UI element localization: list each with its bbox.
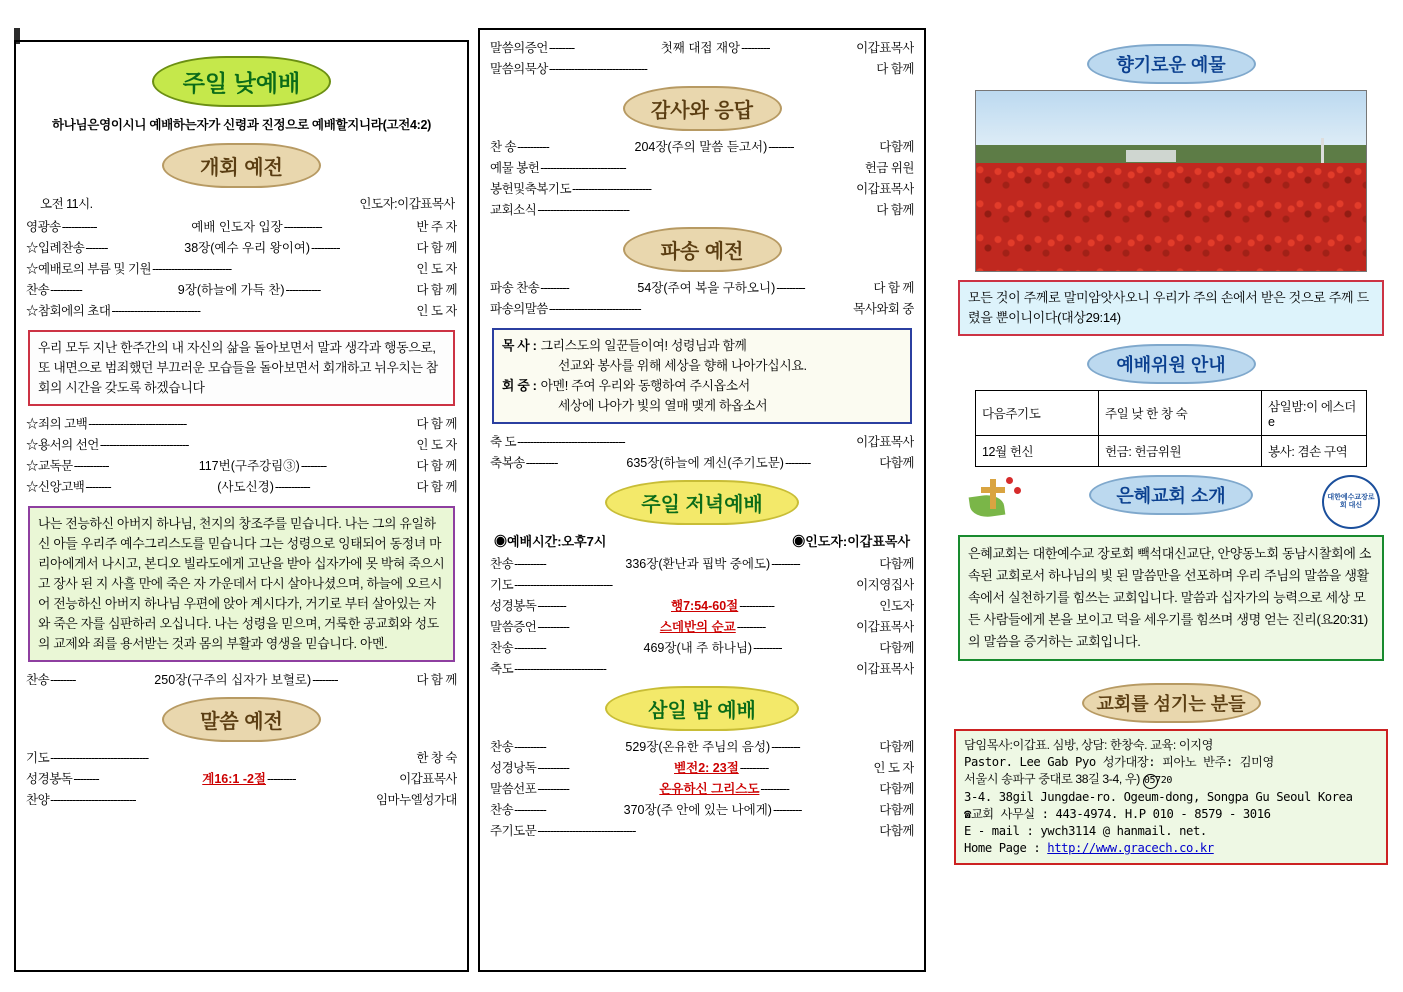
contact-staff-ko: 담임목사:이갑표. 심방, 상담: 한창숙. 교육: 이지영 (964, 738, 1213, 752)
order-person: 인 도 자 (416, 304, 457, 318)
order-row: 주기도문 ------------------------------- 다함께 (490, 821, 914, 842)
duty-cell: 헌금: 헌금위원 (1099, 436, 1262, 467)
order-row: 찬양 --------------------------- 임마누엘성가대 (26, 790, 457, 811)
order-label: 성경낭독 (490, 761, 537, 775)
order-row: ☆예배로의 부름 및 기원 ------------------------- 인 도 자 (26, 259, 457, 280)
flower-field-photo (975, 90, 1367, 272)
congregation-text-2: 세상에 나아가 빛의 열매 맺게 하옵소서 (558, 398, 768, 413)
homepage-link[interactable]: http://www.gracech.co.kr (1047, 841, 1214, 855)
order-label: 예물 봉헌 (490, 161, 540, 175)
order-detail: 38장(예수 우리 왕이여) (184, 241, 311, 255)
order-detail: (사도신경) (217, 480, 274, 494)
order-label: ☆신앙고백 (26, 480, 85, 494)
order-label: ☆용서의 선언 (26, 438, 99, 452)
order-detail: 635장(하늘에 계신(주기도문) (626, 456, 784, 470)
contact-pastor-en: Pastor. Lee Gab Pyo 성가대장: 피아노 반주: 김미영 (964, 755, 1274, 769)
order-label: 찬송 (490, 557, 514, 571)
order-row: 축도 ----------------------------- 이갑표목사 (490, 659, 914, 680)
cross-icon (990, 479, 996, 509)
order-person: 이갑표목사 (856, 182, 914, 196)
order-row: 찬 송 ---------- 204장(주의 말씀 듣고서) -------- 다함께 (490, 137, 914, 158)
order-row: 기도 ------------------------------- 한 창 숙 (26, 748, 457, 769)
order-row: ☆참회에의 초대 ---------------------------- 인 도 자 (26, 301, 457, 322)
order-person: 다 함 께 (416, 673, 457, 687)
order-person: 한 창 숙 (416, 751, 457, 765)
order-detail: 370장(주 안에 있는 나에게) (623, 803, 772, 817)
order-label: 말씀의증언 (490, 41, 548, 55)
order-detail: 204장(주의 말씀 듣고서) (634, 140, 768, 154)
service-time-row (28, 194, 455, 215)
order-list-sending (490, 278, 914, 320)
order-row: 찬송 ---------- 529장(온유한 주님의 음성) --------- 다함께 (490, 737, 914, 758)
order-list-evening (490, 554, 914, 680)
order-person: 다함께 (879, 782, 914, 796)
order-row-hymn250: 찬송 -------- 250장(구주의 십자가 보혈로) -------- 다 함 께 (26, 670, 457, 691)
sermon-title-evening: 스데반의 순교 (659, 620, 736, 634)
congregation-text-1: 아멘! 주여 우리와 동행하여 주시옵소서 (540, 378, 750, 393)
order-person: 다함께 (879, 456, 914, 470)
order-detail: 117번(구주강림③) (198, 459, 300, 473)
order-label: ☆참회에의 초대 (26, 304, 111, 318)
confession-invitation-box: 우리 모두 지난 한주간의 내 자신의 삶을 돌아보면서 말과 생각과 행동으로, 또 내면으로 범죄했던 부끄러운 모습들을 돌아보면서 회개하고 뉘우치는 참회의 시간을 갖도록 하겠습니다 (28, 330, 455, 406)
order-label: 기도 (26, 751, 50, 765)
contact-address-text: 서울시 송파구 중대로 38길 3-4, 우) (964, 772, 1143, 786)
order-person: 반 주 자 (416, 220, 457, 234)
order-person: 다 함 께 (873, 281, 914, 295)
leaf-icon (969, 493, 1006, 520)
order-person: 이갑표목사 (856, 435, 914, 449)
sermon-title-morning: 첫째 대접 재앙 (660, 41, 741, 55)
order-row: 영광송 ----------- 예배 인도자 입장 ------------ 반 주 자 (26, 217, 457, 238)
order-person: 다 함 께 (416, 241, 457, 255)
column-info (952, 30, 1390, 972)
order-row: 말씀의증언 -------- 첫째 대접 재앙 --------- 이갑표목사 (490, 38, 914, 59)
title-thanks-response: 감사와 응답 (623, 86, 782, 131)
order-person: 헌금 위원 (864, 161, 914, 175)
order-row: 봉헌및축복기도 ------------------------- 이갑표목사 (490, 179, 914, 200)
order-detail: 469장(내 주 하나님) (643, 641, 753, 655)
title-opening-service: 개회 예전 (162, 143, 321, 188)
order-row: 교회소식 ----------------------------- 다 함께 (490, 200, 914, 221)
order-person: 다 함께 (876, 62, 914, 76)
order-row: 파송 찬송 --------- 54장(주여 복을 구하오니) --------- 다 함 께 (490, 278, 914, 299)
congregation-line (502, 376, 902, 396)
scripture-reading-wednesday: 벧전2: 23절 (674, 761, 739, 775)
order-row: 말씀의묵상 ------------------------------- 다 함께 (490, 59, 914, 80)
pastor-line (502, 336, 902, 356)
order-label: ☆교독문 (26, 459, 73, 473)
order-person: 다함께 (879, 803, 914, 817)
order-list-opening (26, 217, 457, 322)
emblem-row (952, 475, 1390, 527)
duty-cell: 다음주기도 (976, 391, 1099, 436)
order-person: 인도자 (879, 599, 914, 613)
order-label: 말씀증언 (490, 620, 537, 634)
order-row: 성경봉독 --------- 행7:54-60절 ----------- 인도자 (490, 596, 914, 617)
order-row: ☆입례찬송 ------- 38장(예수 우리 왕이여) --------- 다 함 께 (26, 238, 457, 259)
order-row: ☆신앙고백 -------- (사도신경) ----------- 다 함 께 (26, 477, 457, 498)
title-fragrant-offering: 향기로운 예물 (1087, 44, 1256, 84)
order-row: 예물 봉헌 --------------------------- 헌금 위원 (490, 158, 914, 179)
order-label: ☆입례찬송 (26, 241, 85, 255)
order-label: 영광송 (26, 220, 61, 234)
order-row: ☆교독문 ----------- 117번(구주강림③) -------- 다 함 께 (26, 456, 457, 477)
order-label: 기도 (490, 578, 514, 592)
order-row: 찬송 ---------- 469장(내 주 하나님) --------- 다함께 (490, 638, 914, 659)
offering-verse-box: 모든 것이 주께로 말미암앗사오니 우리가 주의 손에서 받은 것으로 주께 드렸을 뿐이니이다(대상29:14) (958, 280, 1384, 336)
contact-address-en: 3-4. 38gil Jungdae-ro. Ogeum-dong, Songpa Gu Seoul Korea (964, 790, 1353, 804)
order-label: 축도 (490, 662, 514, 676)
order-person: 이갑표목사 (856, 41, 914, 55)
order-person: 다 함 께 (416, 459, 457, 473)
title-worship-duty: 예배위원 안내 (1087, 344, 1256, 384)
order-person: 인 도 자 (873, 761, 914, 775)
order-person: 이갑표목사 (856, 662, 914, 676)
order-person: 다함께 (879, 557, 914, 571)
column-sunday-morning (14, 40, 469, 972)
order-detail: 336장(환난과 핍박 중에도) (625, 557, 771, 571)
order-list-thanks (490, 137, 914, 221)
order-label: 찬송 (490, 740, 514, 754)
apostles-creed-box: 나는 전능하신 아버지 하나님, 천지의 창조주를 믿습니다. 나는 그의 유일하신 아들 우리주 예수그리스도를 믿습니다 그는 성령으로 잉태되어 동정녀 마리아에게서 나시고, 본디오 빌라도에게 고난을 받아 십자가에 못 박혀 죽으시고 장사 된 지 사흘 만에 죽은 자 가운데서 다시 살아나셨으며, 하늘에 오르시어 전능하신 아버지 하나님 우편에 앉아 계시다가, 거기로 부터 살아있는 자와 죽은 자를 심판하러 오십니다. 나는 성령을 믿으며, 거룩한 공교회와 성도의 교제와 죄를 용서받는 것과 몸의 부활과 영생을 믿습니다. 아멘. (28, 506, 455, 662)
denomination-seal-icon: 대한예수교장로회 대신 (1322, 475, 1380, 529)
order-label: ☆예배로의 부름 및 기원 (26, 262, 152, 276)
opening-verse: 하나님은영이시니 예배하는자가 신령과 진정으로 예배할지니라(고전4:2) (51, 118, 432, 132)
order-label: 찬송 (26, 283, 50, 297)
order-list-confession (26, 414, 457, 498)
sermon-title-wednesday: 온유하신 그리스도 (659, 782, 760, 796)
order-person: 다 함 께 (416, 480, 457, 494)
title-church-intro: 은혜교회 소개 (1089, 475, 1253, 515)
evening-leader: ◉인도자:이갑표목사 (792, 534, 910, 549)
title-sending-service: 파송 예전 (623, 227, 782, 272)
order-detail: 529장(온유한 주님의 음성) (625, 740, 771, 754)
evening-header (494, 531, 910, 550)
photo-flower-field (976, 163, 1366, 271)
contact-homepage (964, 840, 1378, 857)
homepage-label: Home Page : (964, 841, 1048, 855)
order-detail: 예배 인도자 입장 (191, 220, 283, 234)
scripture-reading-morning: 계16:1 -2절 (202, 772, 267, 786)
order-row: 파송의말씀 ----------------------------- 목사와회 중 (490, 299, 914, 320)
order-person: 이갑표목사 (856, 620, 914, 634)
order-row: 찬송 ---------- 370장(주 안에 있는 나에게) --------- 다함께 (490, 800, 914, 821)
duty-cell: 주일 낮 한 창 숙 (1099, 391, 1262, 436)
title-sunday-morning: 주일 낮예배 (152, 56, 331, 107)
scripture-reading-evening: 행7:54-60절 (671, 599, 739, 613)
title-church-staff: 교회를 섬기는 분들 (1082, 683, 1261, 723)
order-label: 말씀의묵상 (490, 62, 548, 76)
order-label: 축복송 (490, 456, 525, 470)
photo-building (1126, 150, 1176, 162)
column-order-continued (478, 28, 926, 972)
order-row: 찬송 ---------- 9장(하늘에 가득 찬) ----------- 다 함 께 (26, 280, 457, 301)
duty-table (975, 390, 1367, 467)
berry-icon (1014, 487, 1021, 494)
order-person: 다함께 (879, 740, 914, 754)
order-row: 성경봉독 -------- 계16:1 -2절 --------- 이갑표목사 (26, 769, 457, 790)
cross-leaf-icon (966, 475, 1028, 523)
order-person: 인 도 자 (416, 438, 457, 452)
duty-cell: 12월 헌신 (976, 436, 1099, 467)
order-label: 파송 찬송 (490, 281, 540, 295)
order-list-word (26, 748, 457, 811)
order-row: 찬송 ---------- 336장(환난과 핍박 중에도) --------- 다함께 (490, 554, 914, 575)
order-detail: 250장(구주의 십자가 보혈로) (154, 673, 312, 687)
duty-cell: 삼일밤:이 에스더e (1262, 391, 1367, 436)
order-label: 교회소식 (490, 203, 537, 217)
order-detail: 54장(주여 복을 구하오니) (637, 281, 776, 295)
order-row: 말씀선포 ---------- 온유하신 그리스도 --------- 다함께 (490, 779, 914, 800)
order-person: 다함께 (879, 641, 914, 655)
order-label: 봉헌및축복기도 (490, 182, 572, 196)
pastor-text-2: 선교와 봉사를 위해 세상을 향해 나아가십시요. (558, 358, 807, 373)
order-person: 인 도 자 (416, 262, 457, 276)
order-label: 찬송 (490, 641, 514, 655)
title-wednesday-service: 삼일 밤 예배 (605, 686, 799, 731)
pastor-label: 목 사 : (502, 338, 537, 353)
order-label: 찬송 (490, 803, 514, 817)
postal-code: 05720 (1143, 774, 1158, 789)
order-label: 성경봉독 (26, 772, 73, 786)
contact-phone: ☎교회 사무실 : 443-4974. H.P 010 - 8579 - 3016 (964, 807, 1271, 821)
order-person: 다함께 (879, 140, 914, 154)
title-sunday-evening: 주일 저녁예배 (605, 480, 799, 525)
order-row: 기도 ------------------------------- 이지영집사 (490, 575, 914, 596)
order-person: 이갑표목사 (399, 772, 457, 786)
order-row: ☆죄의 고백 ------------------------------- 다 함 께 (26, 414, 457, 435)
order-label: 파송의말씀 (490, 302, 548, 316)
berry-icon (1006, 477, 1013, 484)
evening-time: ◉예배시간:오후7시 (494, 534, 607, 549)
order-label: 말씀선포 (490, 782, 537, 796)
table-row (976, 391, 1367, 436)
order-row: 성경낭독 ---------- 벧전2: 23절 --------- 인 도 자 (490, 758, 914, 779)
order-label: ☆죄의 고백 (26, 417, 88, 431)
order-list-benediction (490, 432, 914, 474)
order-person: 다함께 (879, 824, 914, 838)
order-detail: 9장(하늘에 가득 찬) (177, 283, 285, 297)
order-person: 다 함 께 (416, 283, 457, 297)
service-leader: 인도자:이갑표목사 (359, 197, 455, 211)
table-row (976, 436, 1367, 467)
service-time: 오전 11시. (40, 197, 93, 211)
order-label: 주기도문 (490, 824, 537, 838)
order-list-wednesday (490, 737, 914, 842)
church-contact-box (954, 729, 1388, 865)
congregation-label: 회 중 : (502, 378, 537, 393)
pastor-text-1: 그리스도의 일꾼들이여! 성령님과 함께 (540, 338, 747, 353)
order-row: 말씀증언 ---------- 스데반의 순교 --------- 이갑표목사 (490, 617, 914, 638)
order-person: 임마누엘성가대 (375, 793, 457, 807)
order-label: 축 도 (490, 435, 517, 449)
contact-email: E - mail : ywch3114 @ hanmail. net. (964, 824, 1207, 838)
order-label: 성경봉독 (490, 599, 537, 613)
order-person: 목사와회 중 (853, 302, 914, 316)
order-label: 찬양 (26, 793, 50, 807)
order-person: 다 함 께 (416, 417, 457, 431)
contact-address-ko (964, 771, 1378, 789)
duty-cell: 봉사: 겸손 구역 (1262, 436, 1367, 467)
order-row: ☆용서의 선언 ---------------------------- 인 도 자 (26, 435, 457, 456)
order-row: 축복송 ---------- 635장(하늘에 계신(주기도문) -------- 다함께 (490, 453, 914, 474)
order-person: 이지영집사 (856, 578, 914, 592)
church-intro-box: 은혜교회는 대한예수교 장로회 빽석대신교단, 안양동노회 동남시찰회에 소속된 교회로서 하나님의 빛 된 말씀만을 선포하며 우리 주님의 말씀을 생활 속에서 실천하기를 힘쓰는 교회입니다. 말씀과 십자가의 능력으로 세상 모든 사람들에게 본을 보이고 덕을 세우기를 힘쓰며 생명 얻는 진리(요20:31)의 말씀을 증거하는 교회입니다. (958, 535, 1384, 661)
order-row: 축 도 ---------------------------------- 이갑표목사 (490, 432, 914, 453)
title-word-service: 말씀 예전 (162, 697, 321, 742)
sending-dialog-box (492, 328, 912, 424)
order-label: 찬송 (26, 673, 50, 687)
order-person: 다 함께 (876, 203, 914, 217)
order-label: 찬 송 (490, 140, 517, 154)
